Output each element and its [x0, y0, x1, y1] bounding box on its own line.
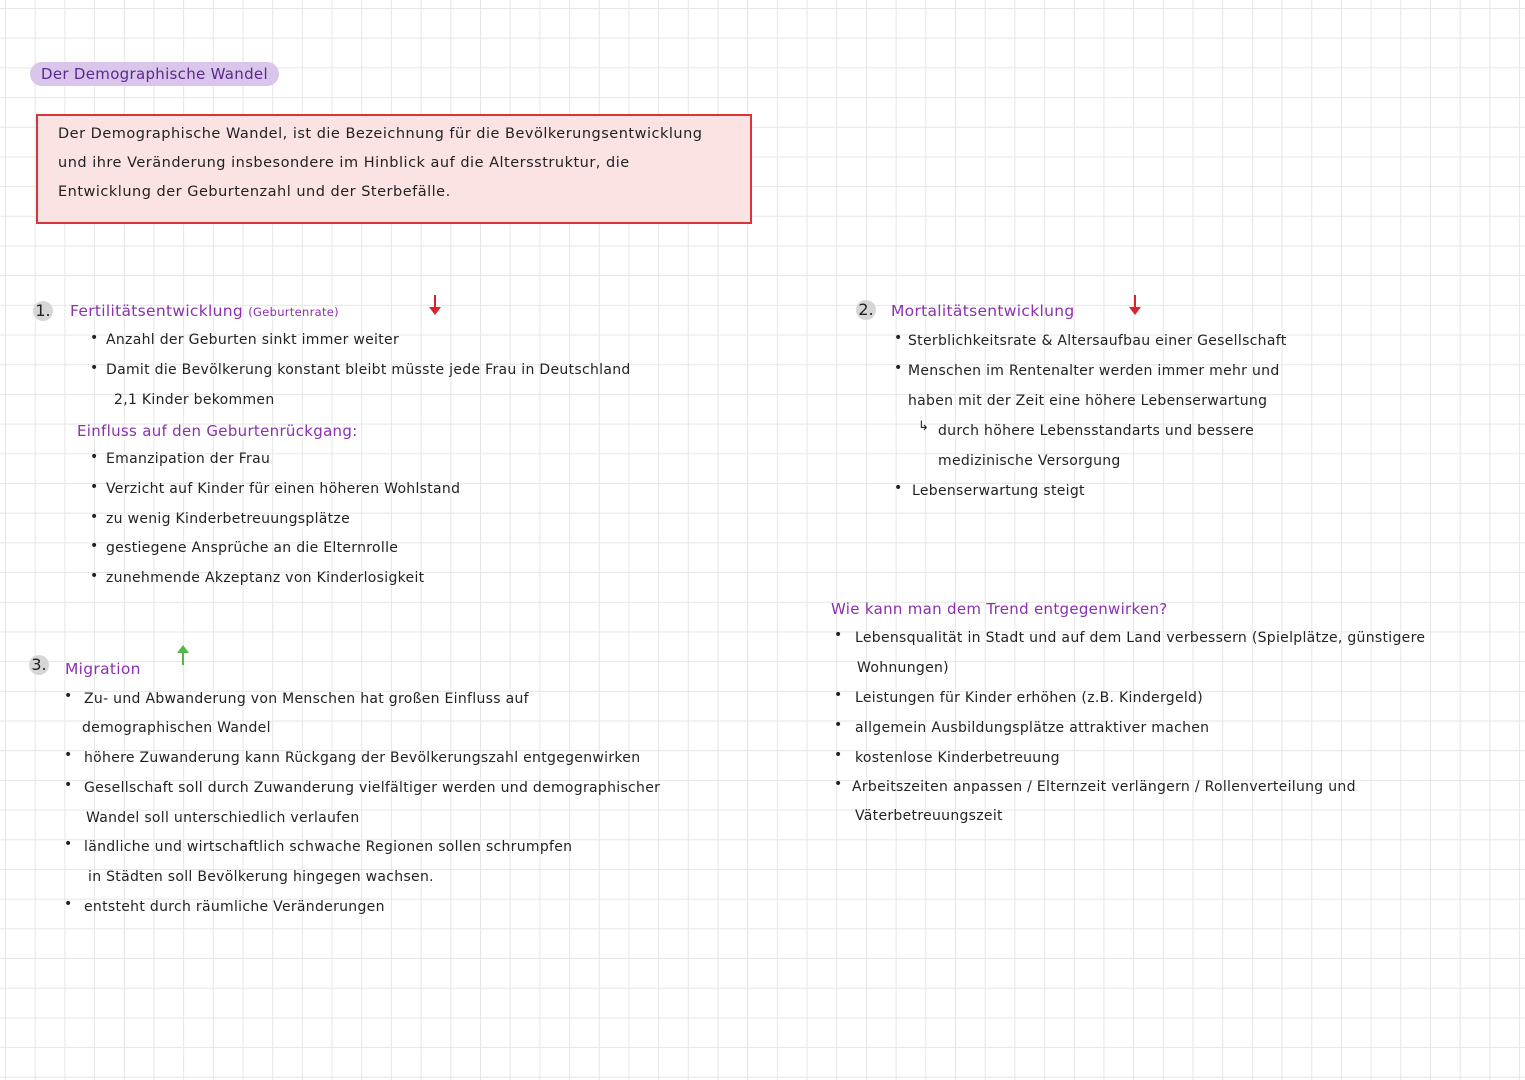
sub-item: durch höhere Lebensstandarts und bessere — [938, 423, 1255, 439]
list-item: Gesellschaft soll durch Zuwanderung vielfältiger werden und demographischer — [84, 780, 661, 796]
bullet-dot: • — [834, 687, 843, 703]
list-item: höhere Zuwanderung kann Rückgang der Bevölkerungszahl entgegenwirken — [84, 750, 641, 766]
list-item: zunehmende Akzeptanz von Kinderlosigkeit — [106, 570, 425, 586]
list-item: zu wenig Kinderbetreuungsplätze — [106, 511, 350, 527]
return-arrow-icon: ↳ — [918, 419, 929, 434]
section-heading-fertility — [70, 302, 339, 320]
bullet-dot: • — [90, 330, 99, 346]
bullet-dot: • — [90, 538, 99, 554]
list-item-continuation: in Städten soll Bevölkerung hingegen wachsen. — [88, 869, 434, 885]
bullet-dot: • — [834, 717, 843, 733]
bullet-dot: • — [64, 688, 73, 704]
list-item: Arbeitszeiten anpassen / Elternzeit verlängern / Rollenverteilung und — [852, 779, 1356, 795]
bullet-dot: • — [64, 777, 73, 793]
bullet-dot: • — [834, 776, 843, 792]
list-item: kostenlose Kinderbetreuung — [855, 750, 1060, 766]
heading-note: (Geburtenrate) — [248, 305, 339, 319]
question-heading: Wie kann man dem Trend entgegenwirken? — [831, 600, 1168, 618]
bullet-dot: • — [894, 330, 903, 346]
sub-item-continuation: medizinische Versorgung — [938, 453, 1121, 469]
list-item-continuation: haben mit der Zeit eine höhere Lebenserwartung — [908, 393, 1268, 409]
list-item-continuation: Wandel soll unterschiedlich verlaufen — [86, 810, 360, 826]
bullet-dot: • — [64, 747, 73, 763]
list-item-continuation: Väterbetreuungszeit — [855, 808, 1003, 824]
up-arrow-icon — [176, 644, 190, 666]
bullet-dot: • — [90, 449, 99, 465]
list-item: ländliche und wirtschaftlich schwache Regionen sollen schrumpfen — [84, 839, 573, 855]
list-item-continuation: 2,1 Kinder bekommen — [114, 392, 275, 408]
list-item: Verzicht auf Kinder für einen höheren Wohlstand — [106, 481, 461, 497]
list-item: Leistungen für Kinder erhöhen (z.B. Kindergeld) — [855, 690, 1203, 706]
list-item: Sterblichkeitsrate & Altersaufbau einer Gesellschaft — [908, 333, 1287, 349]
down-arrow-icon — [428, 294, 442, 316]
definition-line: Entwicklung der Geburtenzahl und der Sterbefälle. — [58, 184, 451, 200]
list-item: Emanzipation der Frau — [106, 451, 271, 467]
list-item-continuation: Wohnungen) — [857, 660, 949, 676]
bullet-dot: • — [90, 360, 99, 376]
bullet-dot: • — [90, 568, 99, 584]
section-heading-mortality: Mortalitätsentwicklung — [891, 302, 1075, 320]
heading-text: Fertilitätsentwicklung — [70, 302, 244, 320]
list-item: gestiegene Ansprüche an die Elternrolle — [106, 540, 399, 556]
list-item: Anzahl der Geburten sinkt immer weiter — [106, 332, 399, 348]
bullet-dot: • — [834, 747, 843, 763]
subheading-influence: Einfluss auf den Geburtenrückgang: — [77, 422, 358, 440]
section-heading-migration: Migration — [65, 660, 141, 678]
bullet-dot: • — [64, 836, 73, 852]
bullet-dot: • — [894, 480, 903, 496]
list-item: Lebenserwartung steigt — [912, 483, 1085, 499]
section-number: 2. — [856, 300, 876, 320]
section-number: 3. — [29, 655, 49, 675]
bullet-dot: • — [90, 479, 99, 495]
page-title: Der Demographische Wandel — [30, 62, 279, 86]
bullet-dot: • — [834, 627, 843, 643]
list-item-continuation: demographischen Wandel — [82, 720, 271, 736]
list-item: Menschen im Rentenalter werden immer mehr und — [908, 363, 1280, 379]
section-number: 1. — [33, 301, 53, 321]
list-item: Lebensqualität in Stadt und auf dem Land verbessern (Spielplätze, günstigere — [855, 630, 1426, 646]
bullet-dot: • — [894, 360, 903, 376]
definition-line: Der Demographische Wandel, ist die Bezeichnung für die Bevölkerungsentwicklung — [58, 126, 703, 142]
list-item: entsteht durch räumliche Veränderungen — [84, 899, 385, 915]
bullet-dot: • — [64, 896, 73, 912]
list-item: Damit die Bevölkerung konstant bleibt müsste jede Frau in Deutschland — [106, 362, 631, 378]
list-item: Zu- und Abwanderung von Menschen hat großen Einfluss auf — [84, 691, 529, 707]
definition-line: und ihre Veränderung insbesondere im Hinblick auf die Altersstruktur, die — [58, 155, 630, 171]
bullet-dot: • — [90, 509, 99, 525]
down-arrow-icon — [1128, 294, 1142, 316]
list-item: allgemein Ausbildungsplätze attraktiver machen — [855, 720, 1210, 736]
